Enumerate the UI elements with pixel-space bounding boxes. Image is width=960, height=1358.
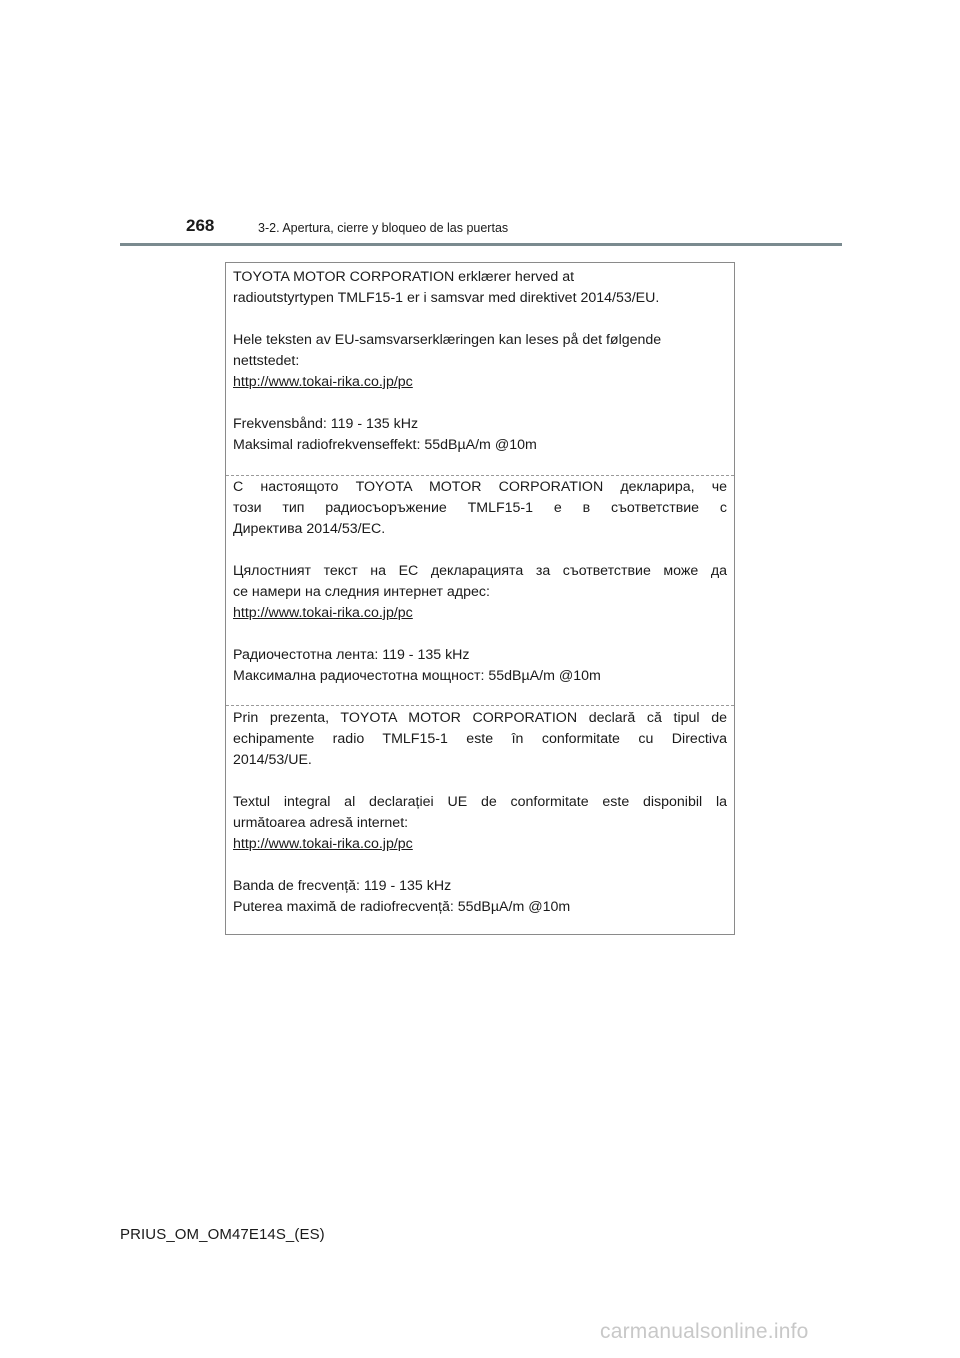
spec-line: Maksimal radiofrekvenseffekt: 55dBµA/m @10m: [233, 437, 537, 453]
intro-line: 2014/53/UE.: [233, 752, 312, 768]
declaration-norwegian: [226, 263, 734, 475]
intro-line: radioutstyrtypen TMLF15-1 er i samsvar med direktivet 2014/53/EU.: [233, 290, 660, 306]
fulltext-line: се намери на следния интернет адрес:: [233, 584, 490, 600]
intro-line: echipamente radio TMLF15-1 este în conformitate cu Directiva: [233, 731, 727, 747]
page-number: 268: [186, 216, 215, 235]
spec-line: Радиочестотна лента: 119 - 135 kHz: [233, 647, 470, 663]
spec-line: Puterea maximă de radiofrecvență: 55dBµA/m @10m: [233, 899, 571, 915]
spec-line: Banda de frecvență: 119 - 135 kHz: [233, 878, 452, 894]
intro-line: TOYOTA MOTOR CORPORATION erklærer herved at: [233, 269, 575, 285]
manual-code: PRIUS_OM_OM47E14S_(ES): [120, 1226, 325, 1243]
declaration-box: [225, 262, 735, 935]
intro-line: Директива 2014/53/ЕС.: [233, 521, 386, 537]
fulltext-line: Цялостният текст на ЕС декларацията за съответствие може да: [233, 563, 727, 579]
header-rule: [120, 243, 842, 246]
declaration-link[interactable]: http://www.tokai-rika.co.jp/pc: [233, 374, 413, 390]
intro-line: С настоящото TOYOTA MOTOR CORPORATION декларира, че: [233, 479, 727, 495]
fulltext-line: Hele teksten av EU-samsvarserklæringen kan leses på det følgende: [233, 332, 662, 348]
fulltext-line: nettstedet:: [233, 353, 300, 369]
spec-line: Frekvensbånd: 119 - 135 kHz: [233, 416, 419, 432]
section-title: 3-2. Apertura, cierre y bloqueo de las puertas: [258, 221, 509, 235]
spec-line: Максимална радиочестотна мощност: 55dBµA/m @10m: [233, 668, 601, 684]
declaration-link[interactable]: http://www.tokai-rika.co.jp/pc: [233, 836, 413, 852]
declaration-bulgarian: [226, 475, 734, 705]
declaration-romanian: [226, 705, 734, 934]
fulltext-line: următoarea adresă internet:: [233, 815, 409, 831]
fulltext-line: Textul integral al declarației UE de conformitate este disponibil la: [233, 794, 727, 810]
intro-line: Prin prezenta, TOYOTA MOTOR CORPORATION declară că tipul de: [233, 710, 727, 726]
page-header: [0, 0, 960, 250]
intro-line: този тип радиосъоръжение TMLF15-1 е в съответствие с: [233, 500, 727, 516]
declaration-link[interactable]: http://www.tokai-rika.co.jp/pc: [233, 605, 413, 621]
watermark: carmanualsonline.info: [600, 1320, 809, 1343]
